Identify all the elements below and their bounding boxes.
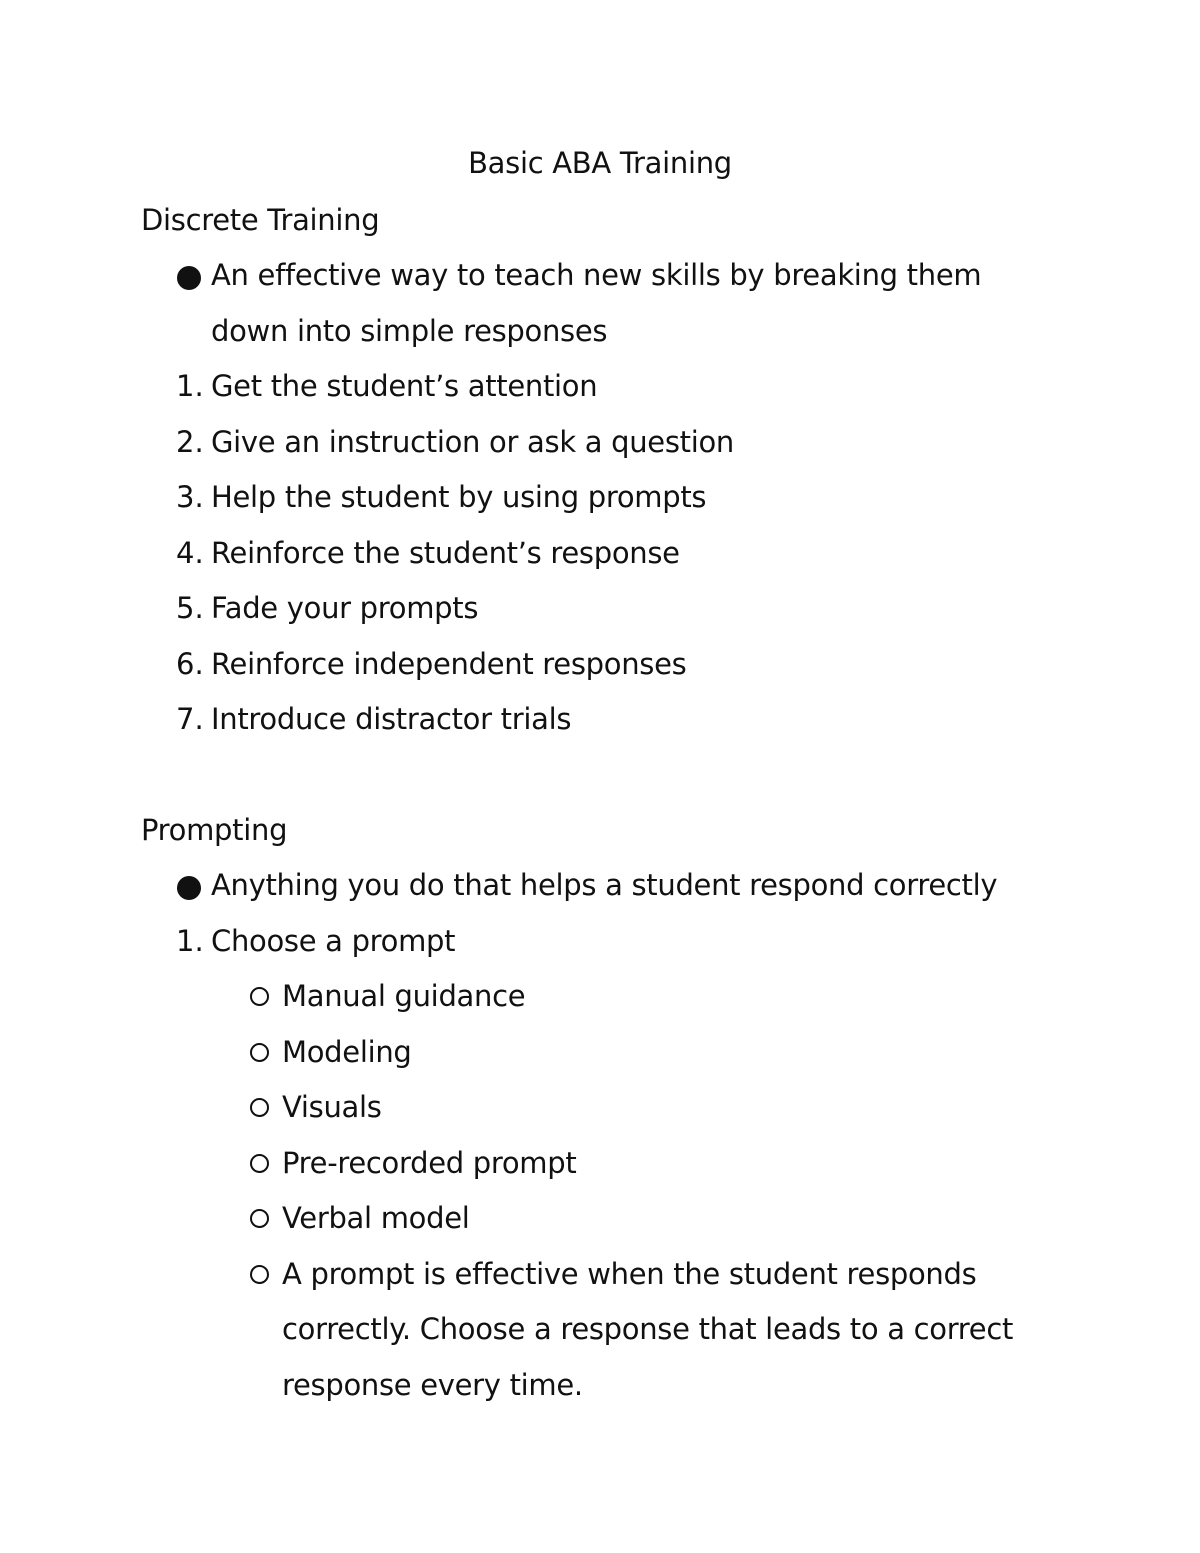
step-text: Choose a prompt [211,924,456,958]
step-text: Introduce distractor trials [211,702,572,736]
sub-item-text: response every time. [282,1368,583,1402]
step-number: 6. [176,647,204,681]
bullet-circle-icon [250,1209,269,1228]
step-number: 3. [176,480,204,514]
sub-item-text: A prompt is effective when the student responds [282,1257,977,1291]
bullet-dot-icon [177,876,201,900]
step-text: Help the student by using prompts [211,480,707,514]
bullet-dot-icon [177,266,201,290]
step-text: Get the student’s attention [211,369,598,403]
sub-item-text: Visuals [282,1090,382,1124]
step-number: 7. [176,702,204,736]
bullet-text-line: An effective way to teach new skills by breaking them [211,258,982,292]
document-title: Basic ABA Training [468,146,732,180]
step-number: 2. [176,425,204,459]
sub-item-text: Verbal model [282,1201,470,1235]
step-number: 1. [176,369,204,403]
bullet-circle-icon [250,1043,269,1062]
bullet-circle-icon [250,1154,269,1173]
bullet-text-line: Anything you do that helps a student respond correctly [211,868,998,902]
sub-item-text: Pre-recorded prompt [282,1146,577,1180]
step-text: Fade your prompts [211,591,479,625]
bullet-circle-icon [250,1265,269,1284]
step-text: Reinforce independent responses [211,647,687,681]
bullet-text-line: down into simple responses [211,314,608,348]
bullet-circle-icon [250,987,269,1006]
section-heading-prompting: Prompting [141,813,288,847]
step-text: Reinforce the student’s response [211,536,680,570]
step-number: 4. [176,536,204,570]
sub-item-text: Manual guidance [282,979,526,1013]
step-number: 5. [176,591,204,625]
step-text: Give an instruction or ask a question [211,425,735,459]
bullet-circle-icon [250,1098,269,1117]
step-number: 1. [176,924,204,958]
sub-item-text: Modeling [282,1035,412,1069]
section-heading-discrete-training: Discrete Training [141,203,380,237]
sub-item-text: correctly. Choose a response that leads to a correct [282,1312,1014,1346]
